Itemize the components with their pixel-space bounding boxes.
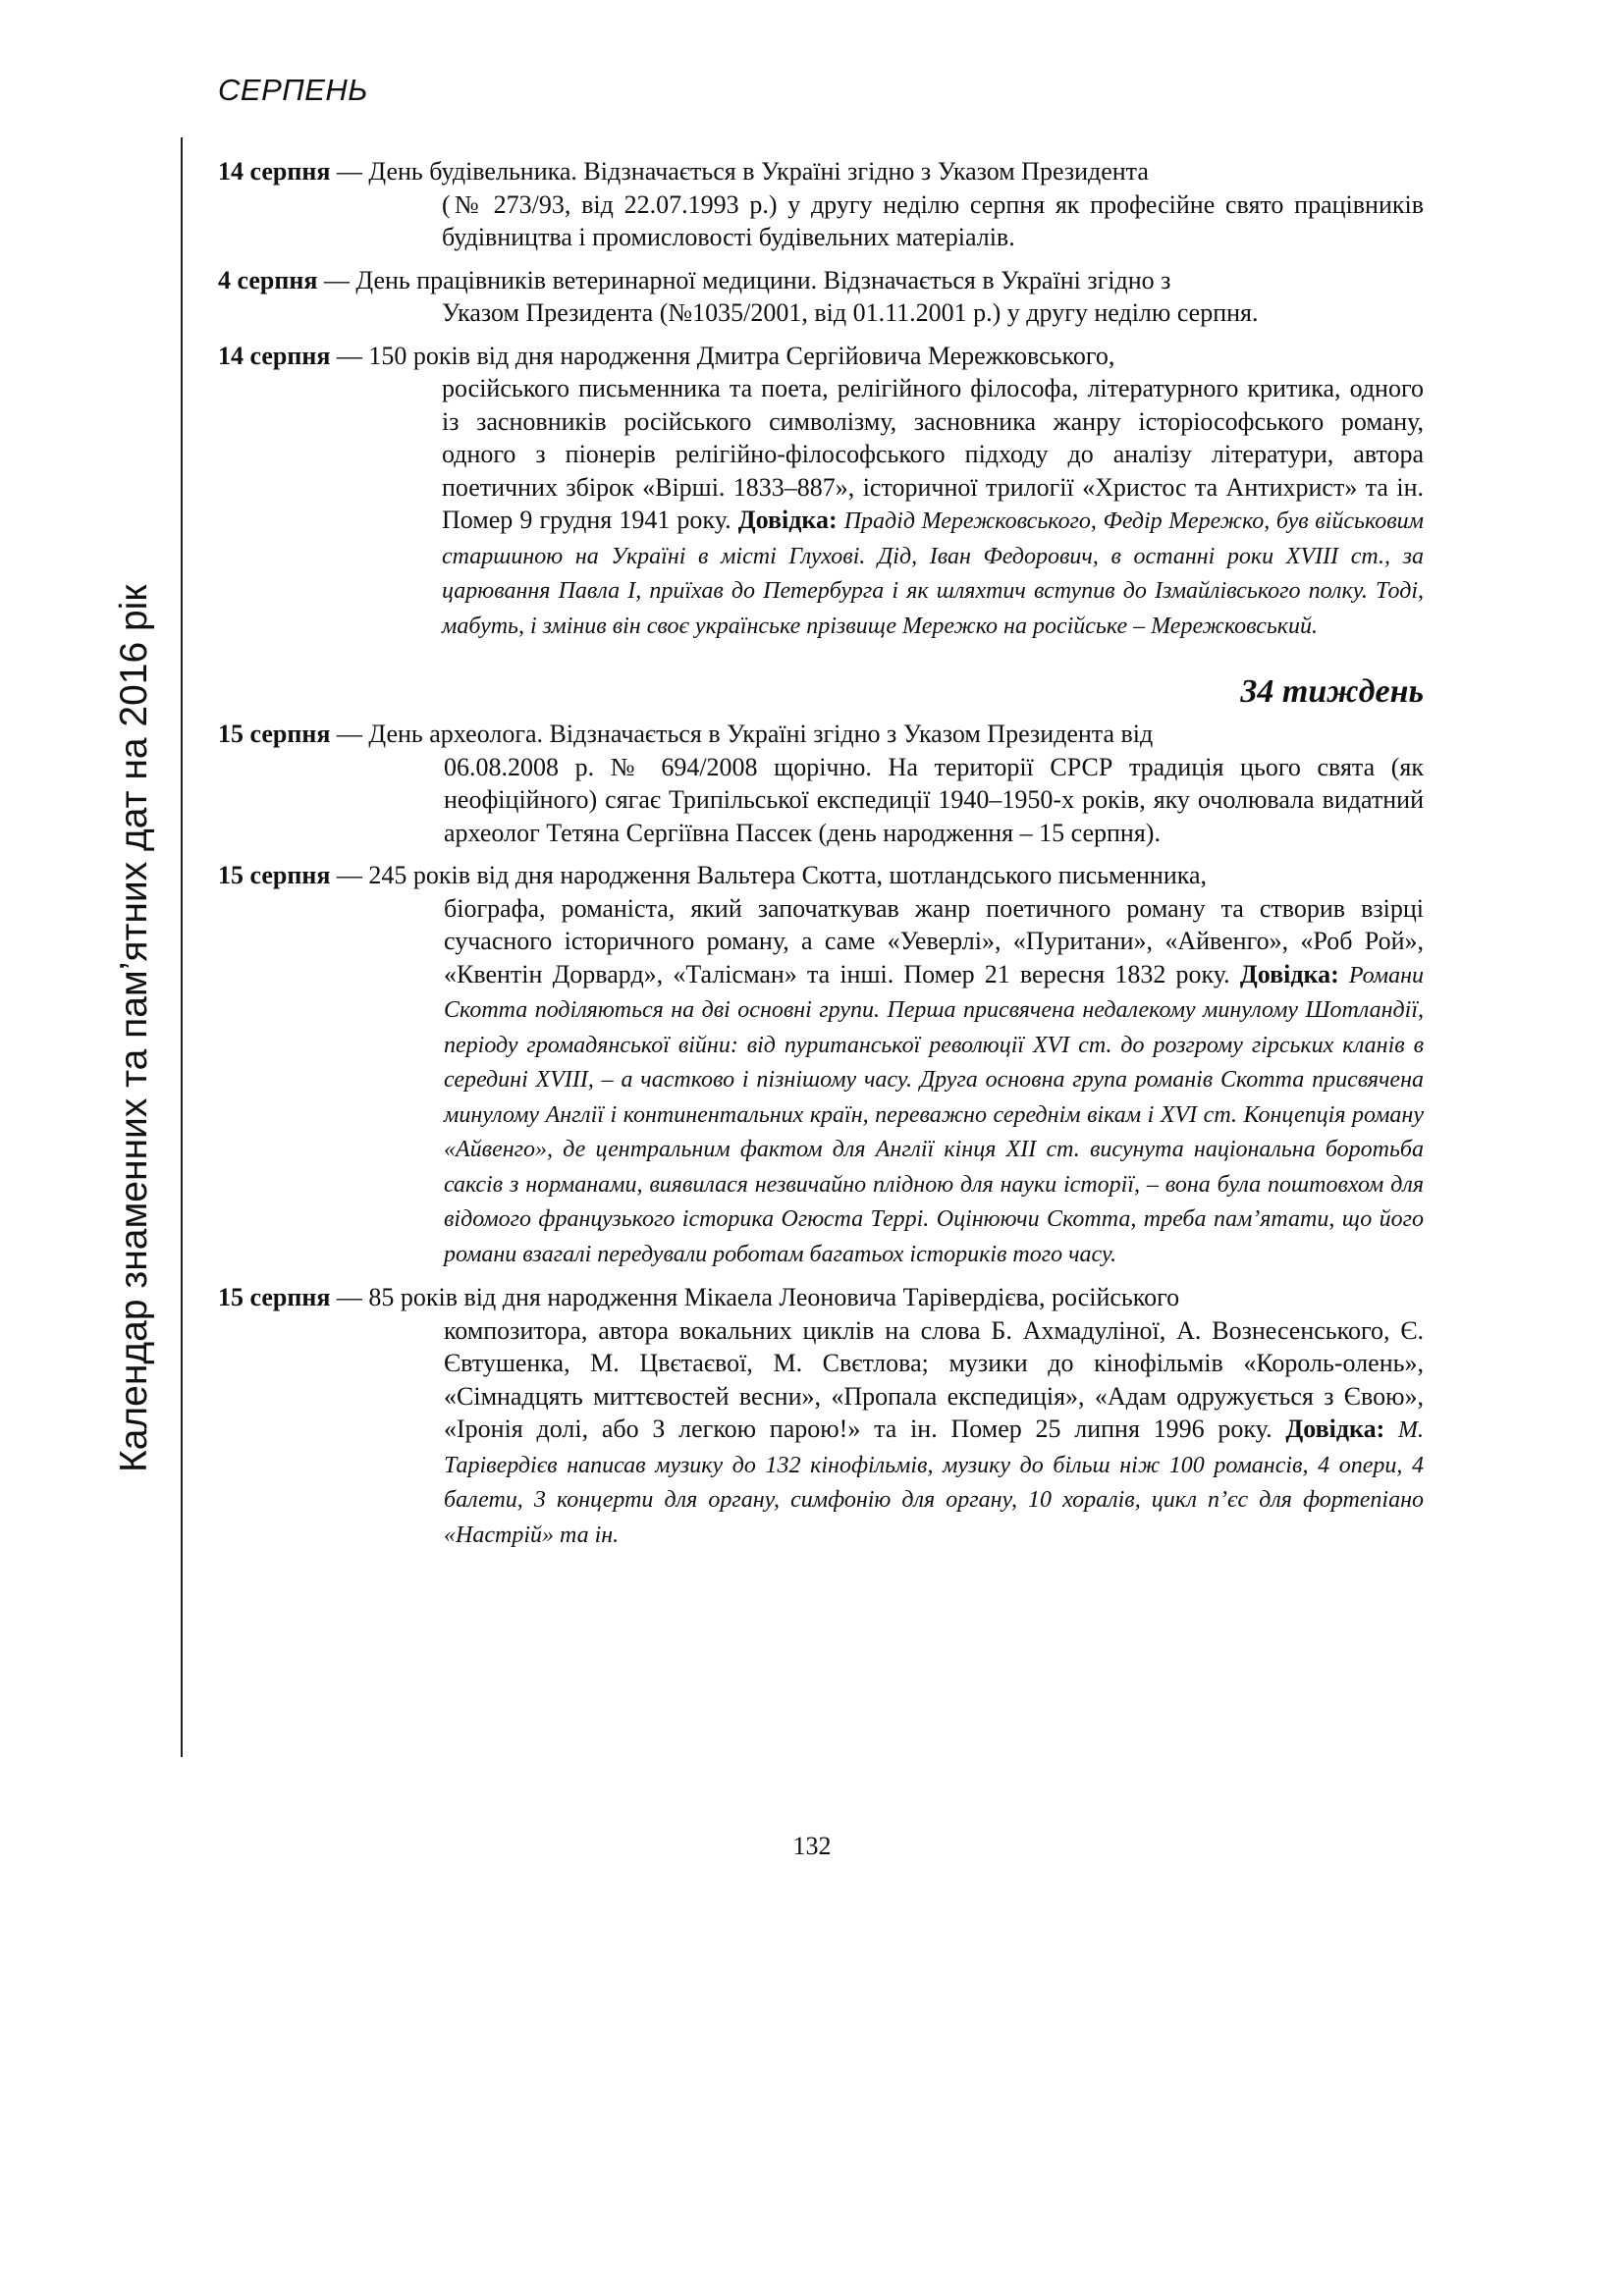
calendar-entry (218, 264, 1424, 330)
entry-date: 4 серпня (218, 265, 318, 294)
entry-body: 06.08.2008 р. № 694/2008 щорічно. На території СРСР традиція цього свята (як неофіційного) сягає Трипільської експедиції 1940–1950-х років, яку очолювала видатний археолог Тетяна Сергіївна Пассек (день народження – 15 серпня). (444, 752, 1424, 847)
reference-label: Довідка: (737, 506, 838, 534)
entry-lead-line (218, 340, 1424, 373)
entry-lead-text: — 150 років від дня народження Дмитра Сергійовича Мережковського, (336, 341, 1115, 370)
entry-date: 15 серпня (218, 1283, 331, 1311)
calendar-entry (218, 155, 1424, 254)
entry-date: 15 серпня (218, 861, 331, 889)
reference-text: Романи Скотта поділяються на дві основні групи. Перша присвячена недалекому минулому Шотландії, періоду громадянської війни: від пуританської революції XVI ст. до розгрому гірських кланів в середині XVIII, – а частково і пізнішому часу. Друга основна група романів Скотта присвячена минулому Англії і континентальних країн, переважно середнім вікам і XVI ст. Концепція роману «Айвенго», де центральним фактом для Англії кінця XII ст. висунута національна боротьба саксів з норманами, виявилася незвичайно плідною для науки історії, – вона була поштовхом для відомого французького історика Огюста Террі. Оцінюючи Скотта, треба пам’ятати, що його романи взагалі передували роботам багатьох істориків того часу. (444, 962, 1424, 1267)
entry-body-block (218, 372, 1424, 643)
entry-date: 15 серпня (218, 720, 331, 748)
entry-body: російського письменника та поета, релігійного філософа, літературного критика, одного із засновників російського символізму, засновника жанру історіософського роману, одного з піонерів релігійно-філософського підходу до аналізу літератури, автора поетичних збірок «Вірші. 1833–887», історичної трилогії «Христос та Антихрист» та ін. Помер 9 грудня 1941 року. (442, 374, 1424, 534)
reference-label: Довідка: (1239, 959, 1339, 988)
entry-lead-line (218, 264, 1424, 297)
entry-body: біографа, романіста, який започаткував жанр поетичного роману та створив взірці сучасного історичного роману, а саме «Уеверлі», «Пуритани», «Айвенго», «Роб Рой», «Квентін Дорвард», «Талісман» та інші. Помер 21 вересня 1832 року. (444, 893, 1424, 988)
entry-lead-text: — День археолога. Відзначається в Україні згідно з Указом Президента від (336, 720, 1154, 748)
entry-body: Указом Президента (№1035/2001, від 01.11.2001 р.) у другу неділю серпня. (442, 298, 1259, 327)
entry-body: (№ 273/93, від 22.07.1993 р.) у другу неділю серпня як професійне свято працівників будівництва і промисловості будівельних матеріалів. (442, 189, 1424, 251)
entry-lead-text: — 85 років від дня народження Мікаела Леоновича Тарівердієва, російського (336, 1283, 1180, 1311)
week-heading: 34 тиждень (1240, 673, 1424, 710)
reference-text: Прадід Мережковського, Федір Мережко, був військовим старшиною на Україні в місті Глухові. Дід, Іван Федорович, в останні роки XVIII ст., за царювання Павла I, приїхав до Петербурга і як шляхтич вступив до Ізмайлівського полку. Тоді, мабуть, і змінив він своє українське прізвище Мережко на російське – Мережковський. (442, 508, 1424, 639)
entry-body-block (218, 892, 1424, 1272)
reference-label: Довідка: (1285, 1415, 1385, 1443)
entry-lead-line (218, 859, 1424, 892)
calendar-entry (218, 1281, 1424, 1552)
page-number: 132 (792, 1832, 832, 1860)
calendar-entry (218, 718, 1424, 849)
entry-body-block (218, 1314, 1424, 1553)
entry-lead-line (218, 1281, 1424, 1314)
side-vertical-rule (181, 137, 183, 1757)
side-running-title: Календар знаменних та пам’ятних дат на 2016 рік (113, 584, 155, 1472)
page-content (218, 155, 1424, 1562)
entry-lead-text: — День будівельника. Відзначається в Україні згідно з Указом Президента (336, 157, 1149, 186)
reference-text: М. Тарівердієв написав музику до 132 кінофільмів, музику до більш ніж 100 романсів, 4 опери, 4 балети, 3 концерти для органу, симфонію для органу, 10 хоралів, цикл п’єс для фортепіано «Настрій» та ін. (444, 1417, 1425, 1548)
entry-lead-line (218, 155, 1424, 188)
entry-date: 14 серпня (218, 157, 331, 186)
calendar-entry (218, 340, 1424, 644)
entry-date: 14 серпня (218, 341, 331, 370)
calendar-entry (218, 859, 1424, 1271)
entry-lead-line (218, 718, 1424, 751)
entry-body: композитора, автора вокальних циклів на слова Б. Ахмадуліної, А. Вознесенського, Є. Євтушенка, М. Цвєтаєвої, М. Свєтлова; музики до кінофільмів «Король-олень», «Сімнадцять миттєвостей весни», «Пропала експедиція», «Адам одружується з Євою», «Іронія долі, або З легкою парою!» та ін. Помер 25 липня 1996 року. (444, 1315, 1424, 1443)
entry-lead-text: — День працівників ветеринарної медицини. Відзначається в Україні згідно з (323, 265, 1171, 294)
running-header-month: СЕРПЕНЬ (218, 73, 368, 107)
entry-lead-text: — 245 років від дня народження Вальтера Скотта, шотландського письменника, (336, 861, 1208, 889)
